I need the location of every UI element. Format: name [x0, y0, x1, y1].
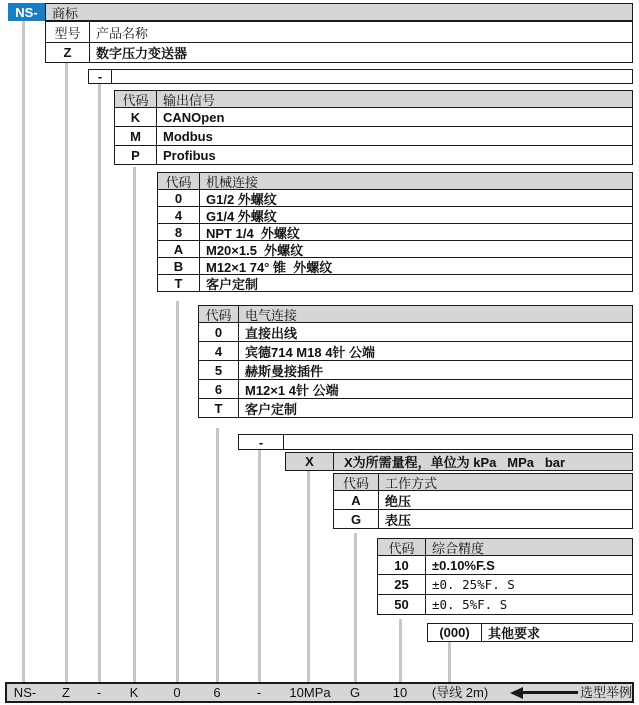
code-cell: T	[174, 275, 183, 291]
value-cell: 直接出线	[238, 323, 632, 341]
arrow-head-icon	[510, 687, 523, 699]
example-model: Z	[62, 685, 70, 700]
code-cell: G	[350, 511, 362, 527]
other-requirements-row	[427, 623, 633, 642]
model-prefix-badge: NS-	[8, 3, 45, 21]
connector-line	[399, 619, 402, 682]
accuracy-col-code: 代码	[388, 540, 415, 555]
model-table	[45, 21, 633, 63]
example-wire: (导线 2m)	[431, 685, 489, 700]
example-electrical: 6	[213, 685, 221, 700]
code-cell: T	[214, 400, 223, 416]
range-row	[285, 452, 633, 471]
code-cell: 8	[174, 224, 183, 240]
other-req-value: 其他要求	[481, 624, 632, 641]
accuracy-col-name: 综合精度	[425, 539, 632, 555]
range-description: X为所需量程，单位为 kPa MPa bar	[333, 453, 632, 470]
connector-line	[22, 21, 25, 682]
value-cell: ±0. 5%F. S	[425, 595, 632, 614]
value-cell: 客户定制	[199, 275, 632, 291]
connector-line	[258, 450, 261, 682]
work-mode-col-code: 代码	[342, 475, 369, 490]
value-cell: M12×1 74° 锥 外螺纹	[199, 258, 632, 274]
value-cell: 绝压	[378, 491, 632, 509]
value-cell: 宾德714 M18 4针 公端	[238, 342, 632, 360]
brand-row	[45, 3, 633, 21]
value-cell: G1/2 外螺纹	[199, 190, 632, 206]
example-bar	[5, 682, 634, 703]
connector-line	[133, 167, 136, 682]
mechanical-col-code: 代码	[165, 174, 192, 189]
work-mode-table	[333, 473, 633, 529]
output-signal-col-name: 输出信号	[156, 91, 632, 107]
brand-header-label: 商标	[46, 4, 632, 20]
work-mode-col-name: 工作方式	[378, 474, 632, 490]
value-cell: M12×1 4针 公端	[238, 380, 632, 398]
value-cell: CANOpen	[156, 108, 632, 126]
electrical-col-name: 电气连接	[238, 306, 632, 322]
value-cell: NPT 1/4 外螺纹	[199, 224, 632, 240]
model-col-name: 产品名称	[89, 22, 632, 42]
code-cell: 5	[214, 362, 223, 378]
example-range: 10MPa	[289, 685, 331, 700]
output-signal-table	[114, 90, 633, 165]
dash1-cell: -	[97, 70, 103, 83]
value-cell: Modbus	[156, 127, 632, 145]
example-mode: G	[349, 685, 361, 700]
arrow-shaft	[523, 691, 578, 694]
dash2-cell: -	[258, 435, 264, 449]
code-cell: A	[351, 492, 361, 508]
mechanical-table	[157, 172, 633, 292]
output-signal-col-code: 代码	[122, 92, 149, 107]
connector-line	[448, 642, 451, 682]
code-cell: 0	[174, 190, 183, 206]
value-cell: Profibus	[156, 146, 632, 164]
code-cell: K	[130, 109, 141, 125]
code-cell: M	[130, 128, 141, 144]
dash-separator-2	[238, 434, 633, 450]
value-cell: ±0. 25%F. S	[425, 575, 632, 594]
code-cell: 6	[214, 381, 223, 397]
code-cell: 4	[214, 343, 223, 359]
example-prefix: NS-	[13, 685, 37, 700]
connector-line	[176, 301, 179, 682]
code-cell: 25	[394, 577, 409, 592]
model-col-code: 型号	[54, 25, 81, 41]
code-cell: 4	[174, 207, 183, 223]
other-req-code: (000)	[439, 625, 470, 640]
example-caption: 选型举例	[579, 685, 633, 700]
connector-line	[307, 471, 310, 682]
value-cell: G1/4 外螺纹	[199, 207, 632, 223]
connector-line	[216, 428, 219, 682]
model-value: 数字压力变送器	[89, 43, 632, 62]
example-mechanical: 0	[173, 685, 181, 700]
dash1-empty-cell	[111, 70, 632, 83]
range-code: X	[305, 454, 314, 469]
example-signal: K	[129, 685, 139, 700]
accuracy-table	[377, 538, 633, 615]
electrical-col-code: 代码	[205, 307, 232, 322]
left-arrow-icon	[510, 684, 578, 701]
connector-line	[354, 533, 357, 682]
example-dash1: -	[96, 685, 102, 700]
example-accuracy: 10	[392, 685, 408, 700]
value-cell: 客户定制	[238, 399, 632, 417]
dash-separator-1	[88, 69, 633, 84]
value-cell: ±0.10%F.S	[425, 556, 632, 574]
value-cell: 赫斯曼接插件	[238, 361, 632, 379]
electrical-table	[198, 305, 633, 418]
dash2-empty-cell	[283, 435, 632, 449]
code-cell: B	[173, 258, 184, 274]
value-cell: 表压	[378, 510, 632, 528]
connector-line	[98, 84, 101, 682]
connector-line	[65, 63, 68, 682]
code-cell: P	[131, 147, 140, 163]
code-cell: 50	[394, 597, 409, 612]
example-dash2: -	[256, 685, 262, 700]
mechanical-col-name: 机械连接	[199, 173, 632, 189]
code-cell: A	[173, 241, 184, 257]
code-cell: 10	[394, 557, 409, 573]
value-cell: M20×1.5 外螺纹	[199, 241, 632, 257]
model-code: Z	[63, 45, 72, 60]
code-cell: 0	[214, 324, 223, 340]
